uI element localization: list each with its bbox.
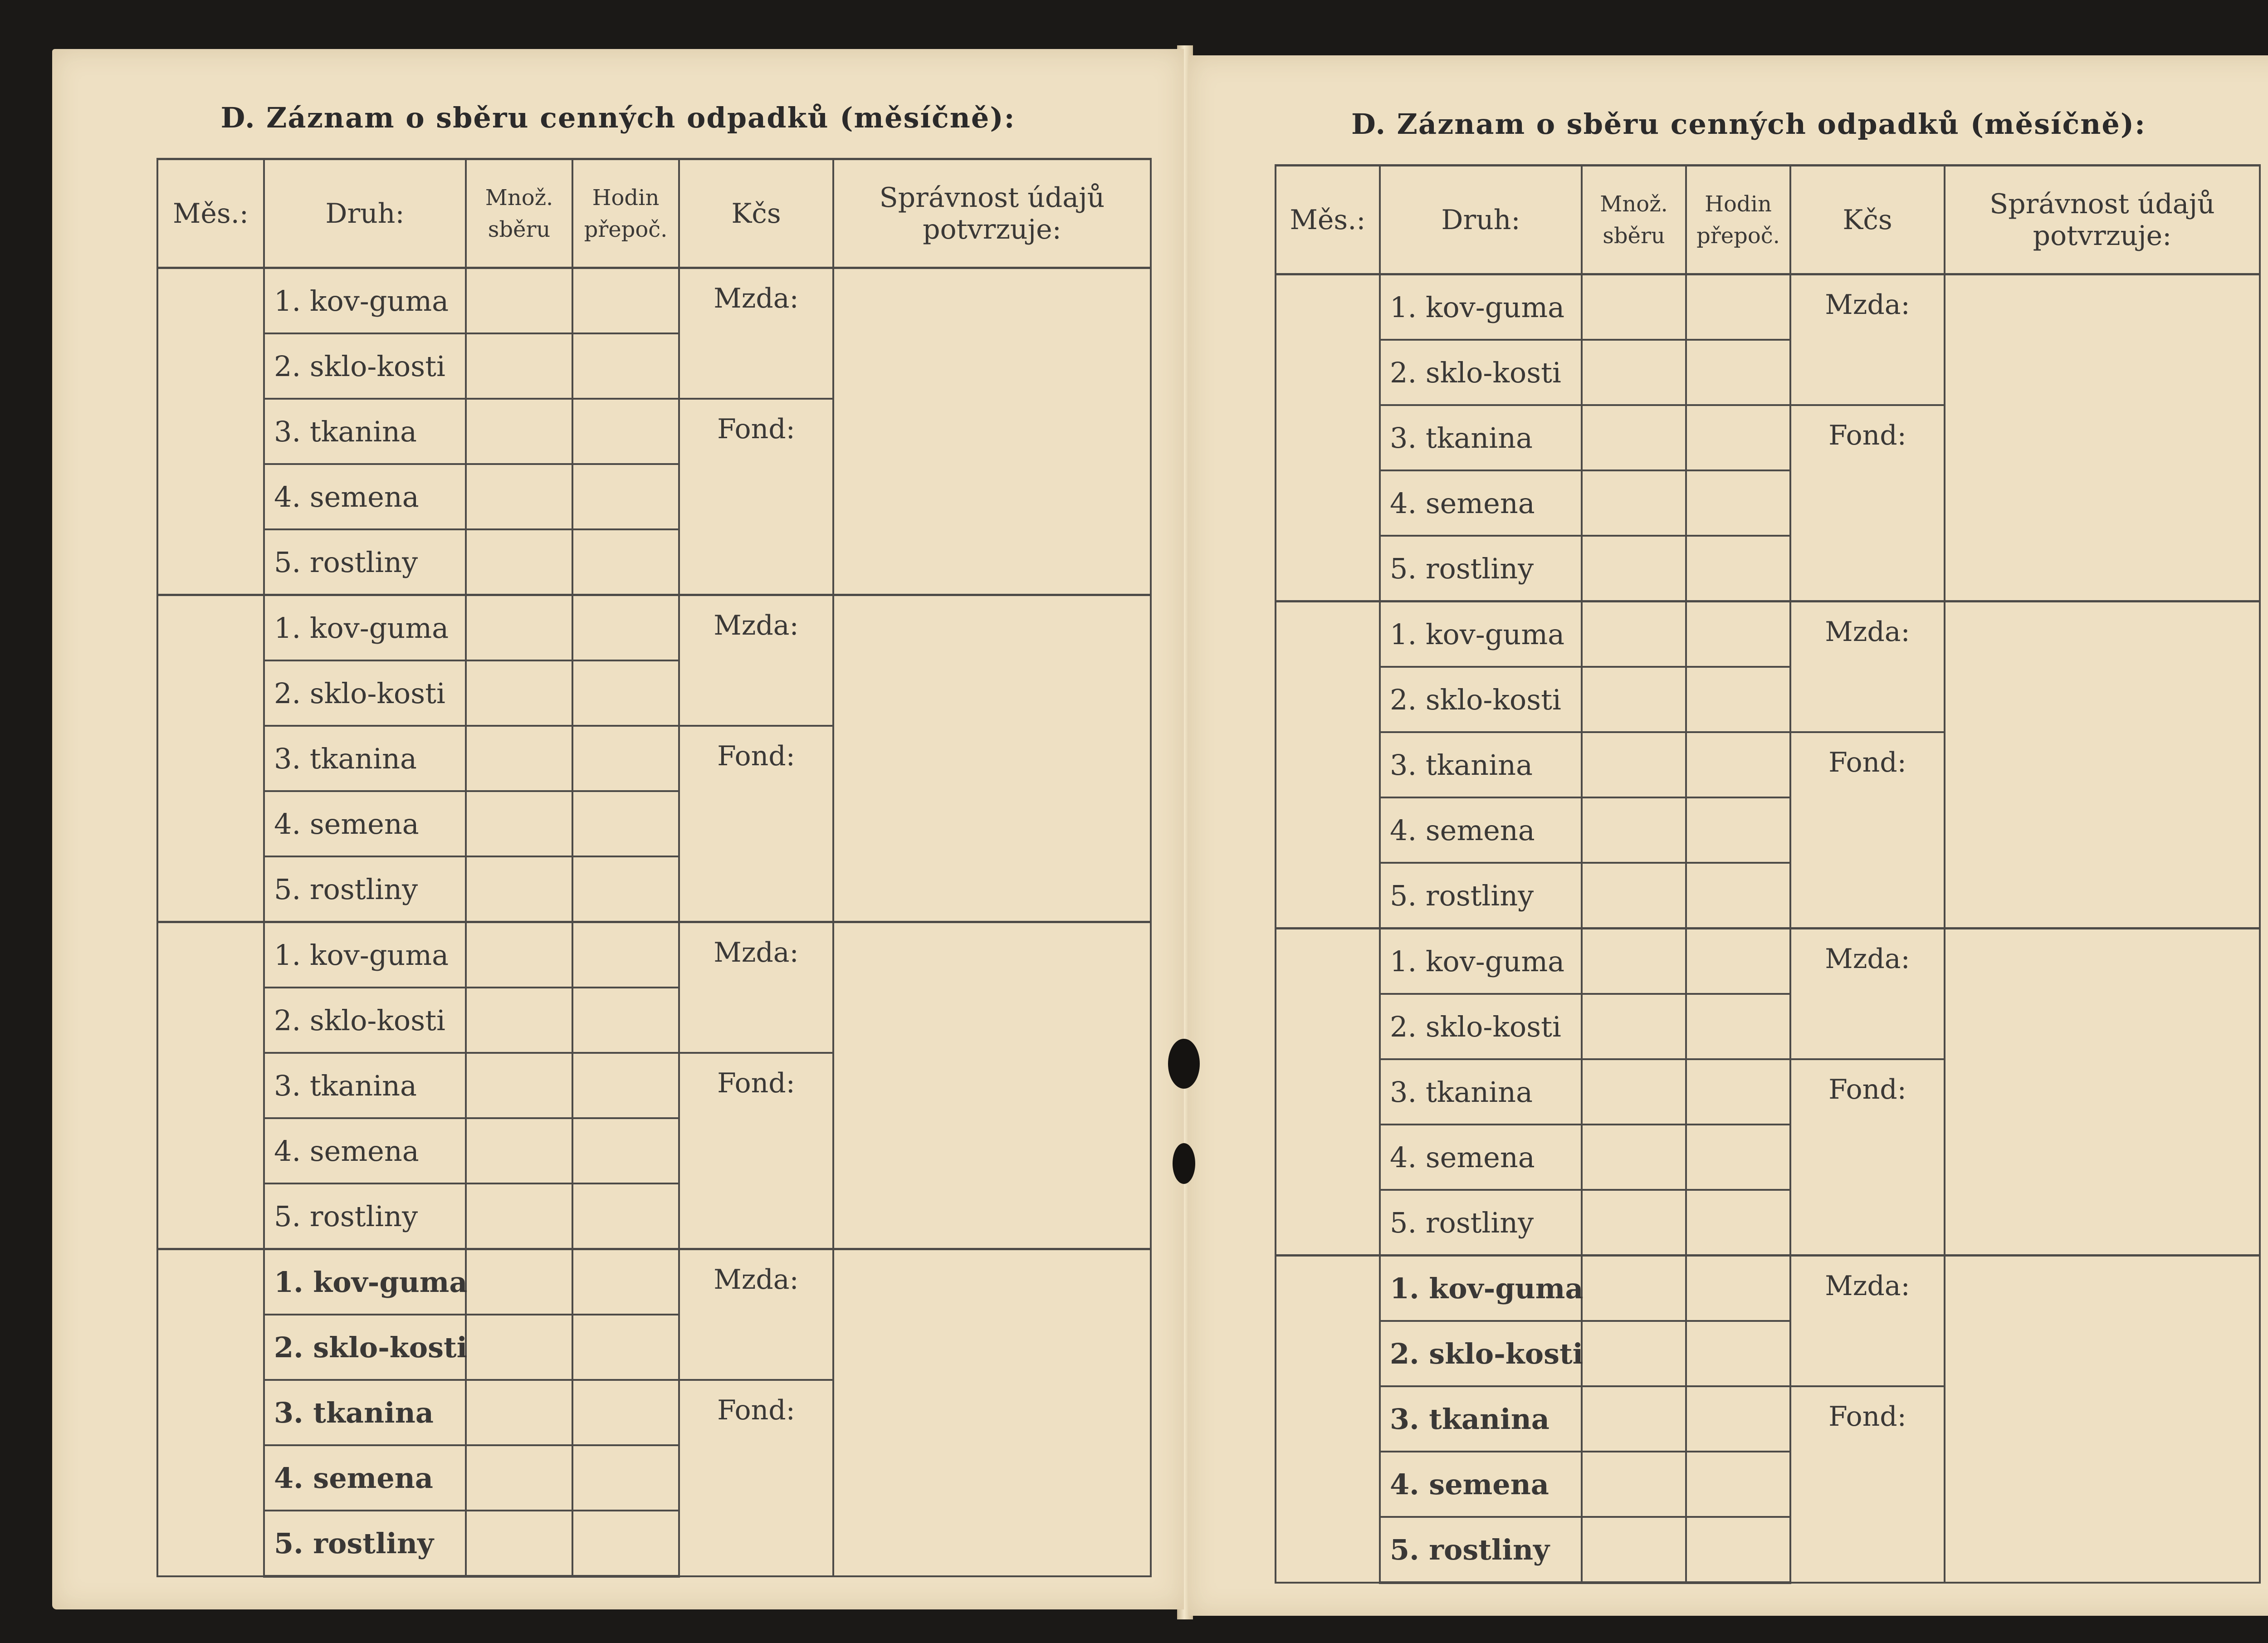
fund-cell[interactable]	[679, 399, 833, 595]
hours-cell[interactable]	[1686, 470, 1790, 536]
waste-type-label: 2. sklo-kosti	[1380, 667, 1582, 732]
header-kcs: Kčs	[679, 159, 833, 268]
month-cell[interactable]	[157, 922, 264, 1249]
wage-label: Mzda:	[1825, 943, 1910, 975]
fund-label: Fond:	[1828, 1074, 1906, 1105]
fund-cell[interactable]	[1790, 1386, 1945, 1583]
quantity-cell[interactable]	[1582, 732, 1686, 797]
header-type: Druh:	[264, 159, 466, 268]
quantity-cell[interactable]	[466, 660, 572, 726]
month-cell[interactable]	[1276, 274, 1380, 601]
fund-cell[interactable]	[679, 1053, 833, 1249]
quantity-cell[interactable]	[1582, 1059, 1686, 1125]
record-row	[157, 595, 1151, 661]
hours-cell[interactable]	[572, 333, 679, 399]
hours-cell[interactable]	[1686, 1256, 1790, 1321]
collection-record-table	[156, 158, 1152, 1578]
fund-label: Fond:	[1828, 1401, 1906, 1433]
wage-cell[interactable]	[679, 268, 833, 399]
waste-type-label: 1. kov-guma	[1380, 1256, 1582, 1321]
waste-type-label: 1. kov-guma	[1380, 601, 1582, 667]
hours-cell[interactable]	[572, 791, 679, 856]
month-cell[interactable]	[1276, 1256, 1380, 1583]
quantity-cell[interactable]	[1582, 1190, 1686, 1256]
quantity-cell[interactable]	[1582, 340, 1686, 405]
hours-cell[interactable]	[572, 726, 679, 791]
hours-cell[interactable]	[572, 595, 679, 661]
header-quantity: Množ. sběru	[1582, 166, 1686, 274]
wage-cell[interactable]	[679, 595, 833, 726]
waste-type-label: 4. semena	[1380, 1452, 1582, 1517]
quantity-cell[interactable]	[1582, 929, 1686, 994]
hours-cell[interactable]	[1686, 274, 1790, 340]
quantity-cell[interactable]	[466, 399, 572, 464]
verification-cell[interactable]	[1945, 929, 2260, 1256]
open-booklet	[41, 45, 2268, 1610]
hours-cell[interactable]	[1686, 340, 1790, 405]
quantity-cell[interactable]	[1582, 1452, 1686, 1517]
waste-type-label: 2. sklo-kosti	[264, 1315, 466, 1380]
quantity-cell[interactable]	[466, 1315, 572, 1380]
waste-type-label: 5. rostliny	[264, 856, 466, 922]
quantity-cell[interactable]	[1582, 470, 1686, 536]
quantity-cell[interactable]	[466, 529, 572, 595]
record-row	[1276, 1256, 2260, 1321]
quantity-cell[interactable]	[466, 1511, 572, 1576]
waste-type-label: 1. kov-guma	[264, 595, 466, 661]
waste-type-label: 1. kov-guma	[264, 922, 466, 988]
left-page	[52, 49, 1184, 1609]
header-verification: Správnost údajů potvrzuje:	[1945, 166, 2260, 274]
quantity-cell[interactable]	[1582, 994, 1686, 1059]
fund-cell[interactable]	[1790, 732, 1945, 929]
waste-type-label: 3. tkanina	[1380, 405, 1582, 470]
collection-record-table	[1275, 164, 2261, 1584]
hours-cell[interactable]	[1686, 1517, 1790, 1583]
hours-cell[interactable]	[572, 1511, 679, 1576]
waste-type-label: 5. rostliny	[264, 1511, 466, 1576]
quantity-cell[interactable]	[1582, 863, 1686, 929]
waste-type-label: 1. kov-guma	[1380, 274, 1582, 340]
hours-cell[interactable]	[572, 399, 679, 464]
waste-type-label: 3. tkanina	[264, 1053, 466, 1118]
hours-cell[interactable]	[1686, 1386, 1790, 1452]
fund-label: Fond:	[717, 1067, 795, 1099]
hours-cell[interactable]	[572, 529, 679, 595]
fund-cell[interactable]	[679, 726, 833, 922]
waste-type-label: 2. sklo-kosti	[264, 988, 466, 1053]
wage-label: Mzda:	[1825, 616, 1910, 648]
hours-cell[interactable]	[1686, 601, 1790, 667]
hours-cell[interactable]	[572, 1053, 679, 1118]
fund-cell[interactable]	[1790, 1059, 1945, 1256]
quantity-cell[interactable]	[1582, 1125, 1686, 1190]
hours-cell[interactable]	[1686, 1190, 1790, 1256]
wage-cell[interactable]	[1790, 1256, 1945, 1387]
record-row	[1276, 601, 2260, 667]
header-month: Měs.:	[157, 159, 264, 268]
quantity-cell[interactable]	[466, 726, 572, 791]
waste-type-label: 4. semena	[1380, 1125, 1582, 1190]
waste-type-label: 4. semena	[1380, 797, 1582, 863]
verification-cell[interactable]	[833, 595, 1151, 922]
quantity-cell[interactable]	[1582, 1321, 1686, 1386]
hours-cell[interactable]	[572, 660, 679, 726]
wage-label: Mzda:	[714, 1264, 799, 1296]
waste-type-label: 5. rostliny	[264, 1183, 466, 1249]
wage-label: Mzda:	[714, 610, 799, 641]
wage-cell[interactable]	[1790, 274, 1945, 406]
waste-type-label: 1. kov-guma	[264, 268, 466, 334]
quantity-cell[interactable]	[1582, 1517, 1686, 1583]
waste-type-label: 5. rostliny	[1380, 536, 1582, 601]
quantity-cell[interactable]	[1582, 405, 1686, 470]
waste-type-label: 5. rostliny	[1380, 1517, 1582, 1583]
waste-type-label: 3. tkanina	[264, 726, 466, 791]
waste-type-label: 2. sklo-kosti	[264, 660, 466, 726]
quantity-cell[interactable]	[466, 1249, 572, 1315]
verification-cell[interactable]	[1945, 601, 2260, 929]
quantity-cell[interactable]	[466, 791, 572, 856]
hours-cell[interactable]	[572, 856, 679, 922]
waste-type-label: 3. tkanina	[264, 399, 466, 464]
verification-cell[interactable]	[833, 268, 1151, 595]
quantity-cell[interactable]	[466, 856, 572, 922]
hours-cell[interactable]	[1686, 1059, 1790, 1125]
quantity-cell[interactable]	[466, 333, 572, 399]
waste-type-label: 4. semena	[264, 791, 466, 856]
month-cell[interactable]	[1276, 601, 1380, 929]
waste-type-label: 5. rostliny	[1380, 863, 1582, 929]
month-cell[interactable]	[157, 268, 264, 595]
hours-cell[interactable]	[1686, 667, 1790, 732]
hours-cell[interactable]	[1686, 863, 1790, 929]
quantity-cell[interactable]	[466, 1445, 572, 1511]
record-row	[157, 268, 1151, 334]
quantity-cell[interactable]	[1582, 797, 1686, 863]
quantity-cell[interactable]	[466, 922, 572, 988]
quantity-cell[interactable]	[1582, 1386, 1686, 1452]
waste-type-label: 3. tkanina	[1380, 732, 1582, 797]
waste-type-label: 4. semena	[264, 1118, 466, 1183]
hours-cell[interactable]	[572, 464, 679, 529]
waste-type-label: 1. kov-guma	[264, 1249, 466, 1315]
waste-type-label: 4. semena	[264, 1445, 466, 1511]
fund-label: Fond:	[1828, 747, 1906, 778]
waste-type-label: 3. tkanina	[1380, 1386, 1582, 1452]
hours-cell[interactable]	[1686, 929, 1790, 994]
quantity-cell[interactable]	[1582, 667, 1686, 732]
hours-cell[interactable]	[572, 1380, 679, 1445]
hours-cell[interactable]	[1686, 536, 1790, 601]
record-row	[157, 922, 1151, 988]
hours-cell[interactable]	[1686, 1125, 1790, 1190]
month-cell[interactable]	[157, 1249, 264, 1577]
fund-label: Fond:	[717, 1394, 795, 1426]
verification-cell[interactable]	[1945, 1256, 2260, 1583]
verification-cell[interactable]	[1945, 274, 2260, 601]
fund-cell[interactable]	[679, 1380, 833, 1576]
wage-label: Mzda:	[714, 937, 799, 968]
quantity-cell[interactable]	[466, 988, 572, 1053]
waste-type-label: 2. sklo-kosti	[264, 333, 466, 399]
header-quantity: Množ. sběru	[466, 159, 572, 268]
fund-cell[interactable]	[1790, 405, 1945, 601]
fund-label: Fond:	[717, 413, 795, 445]
page-title: D. Záznam o sběru cenných odpadků (měsíčně):	[1351, 108, 2146, 141]
wage-cell[interactable]	[679, 922, 833, 1053]
waste-type-label: 3. tkanina	[1380, 1059, 1582, 1125]
hours-cell[interactable]	[572, 1249, 679, 1315]
hours-cell[interactable]	[572, 268, 679, 334]
wage-label: Mzda:	[714, 283, 799, 314]
hours-cell[interactable]	[572, 1183, 679, 1249]
waste-type-label: 5. rostliny	[1380, 1190, 1582, 1256]
record-row	[157, 1249, 1151, 1315]
binding-tear	[1168, 1039, 1200, 1089]
hours-cell[interactable]	[1686, 732, 1790, 797]
quantity-cell[interactable]	[1582, 1256, 1686, 1321]
waste-type-label: 3. tkanina	[264, 1380, 466, 1445]
verification-cell[interactable]	[833, 922, 1151, 1249]
hours-cell[interactable]	[1686, 1321, 1790, 1386]
quantity-cell[interactable]	[466, 1053, 572, 1118]
hours-cell[interactable]	[572, 1118, 679, 1183]
hours-cell[interactable]	[1686, 797, 1790, 863]
wage-cell[interactable]	[1790, 929, 1945, 1060]
record-row	[1276, 929, 2260, 994]
wage-label: Mzda:	[1825, 289, 1910, 321]
hours-cell[interactable]	[572, 922, 679, 988]
header-hours: Hodin přepoč.	[1686, 166, 1790, 274]
waste-type-label: 1. kov-guma	[1380, 929, 1582, 994]
header-kcs: Kčs	[1790, 166, 1945, 274]
quantity-cell[interactable]	[1582, 274, 1686, 340]
waste-type-label: 4. semena	[264, 464, 466, 529]
month-cell[interactable]	[1276, 929, 1380, 1256]
fund-label: Fond:	[1828, 420, 1906, 451]
waste-type-label: 2. sklo-kosti	[1380, 994, 1582, 1059]
hours-cell[interactable]	[572, 988, 679, 1053]
header-verification: Správnost údajů potvrzuje:	[833, 159, 1151, 268]
record-row	[1276, 274, 2260, 340]
hours-cell[interactable]	[1686, 1452, 1790, 1517]
quantity-cell[interactable]	[466, 268, 572, 334]
page-title: D. Záznam o sběru cenných odpadků (měsíčně):	[220, 101, 1016, 134]
quantity-cell[interactable]	[1582, 601, 1686, 667]
quantity-cell[interactable]	[1582, 536, 1686, 601]
wage-cell[interactable]	[679, 1249, 833, 1380]
right-page	[1188, 55, 2268, 1616]
hours-cell[interactable]	[1686, 994, 1790, 1059]
quantity-cell[interactable]	[466, 595, 572, 661]
waste-type-label: 2. sklo-kosti	[1380, 1321, 1582, 1386]
binding-tear	[1173, 1143, 1195, 1184]
quantity-cell[interactable]	[466, 1183, 572, 1249]
month-cell[interactable]	[157, 595, 264, 922]
header-month: Měs.:	[1276, 166, 1380, 274]
hours-cell[interactable]	[572, 1315, 679, 1380]
waste-type-label: 2. sklo-kosti	[1380, 340, 1582, 405]
waste-type-label: 4. semena	[1380, 470, 1582, 536]
header-hours: Hodin přepoč.	[572, 159, 679, 268]
quantity-cell[interactable]	[466, 1118, 572, 1183]
verification-cell[interactable]	[833, 1249, 1151, 1577]
quantity-cell[interactable]	[466, 1380, 572, 1445]
quantity-cell[interactable]	[466, 464, 572, 529]
header-type: Druh:	[1380, 166, 1582, 274]
hours-cell[interactable]	[1686, 405, 1790, 470]
fund-label: Fond:	[717, 740, 795, 772]
wage-cell[interactable]	[1790, 601, 1945, 733]
wage-label: Mzda:	[1825, 1270, 1910, 1302]
hours-cell[interactable]	[572, 1445, 679, 1511]
waste-type-label: 5. rostliny	[264, 529, 466, 595]
